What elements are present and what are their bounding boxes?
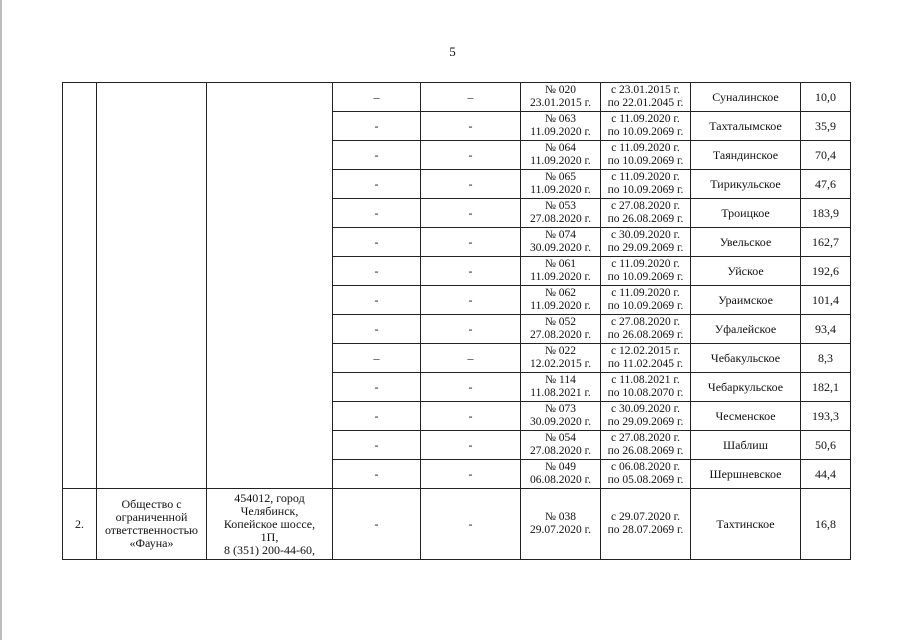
document-cell: [521, 228, 601, 257]
col6-cell: -: [421, 286, 521, 315]
period-to: по 05.08.2069 г.: [607, 474, 684, 486]
period-to: по 10.09.2069 г.: [607, 271, 684, 283]
entry-number: 2.: [63, 489, 97, 560]
area-size-cell: 16,8: [801, 489, 851, 560]
period-cell: [601, 228, 691, 257]
doc-date: 11.08.2021 г.: [530, 387, 591, 399]
period-from: с 11.08.2021 г.: [611, 374, 680, 386]
period-cell: [601, 402, 691, 431]
col6-cell: -: [421, 402, 521, 431]
doc-date: 06.08.2020 г.: [530, 474, 591, 486]
area-size-cell: 193,3: [801, 402, 851, 431]
document-cell: [521, 315, 601, 344]
area-size-cell: 182,1: [801, 373, 851, 402]
doc-number: № 061: [544, 258, 577, 270]
organization-cell: [97, 83, 207, 489]
period-to: по 10.09.2069 г.: [607, 126, 684, 138]
document-cell: [521, 83, 601, 112]
org-line: «Фауна»: [129, 536, 174, 550]
register-table: [62, 82, 851, 560]
entry-number-cell: [63, 83, 97, 489]
period-from: с 11.09.2020 г.: [611, 113, 680, 125]
area-size-cell: 47,6: [801, 170, 851, 199]
period-to: по 10.09.2069 г.: [607, 184, 684, 196]
period-from: с 11.09.2020 г.: [611, 287, 680, 299]
period-from: с 12.02.2015 г.: [611, 345, 680, 357]
area-name-cell: Троицкое: [691, 199, 801, 228]
doc-number: № 052: [544, 316, 577, 328]
addr-line: 8 (351) 200-44-60,: [224, 542, 315, 557]
period-to: по 26.08.2069 г.: [607, 329, 684, 341]
area-name-cell: Чесменское: [691, 402, 801, 431]
area-size-cell: 192,6: [801, 257, 851, 286]
period-from: с 29.07.2020 г.: [611, 511, 680, 523]
register-body: [63, 83, 851, 560]
document-cell: [521, 344, 601, 373]
document-cell: [521, 112, 601, 141]
document-cell: [521, 489, 601, 560]
org-line: Общество с: [121, 497, 182, 511]
area-size-cell: 35,9: [801, 112, 851, 141]
period-to: по 11.02.2045 г.: [607, 358, 684, 370]
doc-date: 27.08.2020 г.: [530, 213, 591, 225]
period-from: с 11.09.2020 г.: [611, 142, 680, 154]
area-name-cell: Чебаркульское: [691, 373, 801, 402]
doc-number: № 074: [544, 229, 577, 241]
doc-number: № 053: [544, 200, 577, 212]
period-from: с 06.08.2020 г.: [611, 461, 680, 473]
document-cell: [521, 460, 601, 489]
doc-date: 11.09.2020 г.: [530, 184, 591, 196]
doc-number: № 073: [544, 403, 577, 415]
col6-cell: -: [421, 373, 521, 402]
period-cell: [601, 286, 691, 315]
addr-line: 454012, город: [234, 490, 305, 505]
area-name-cell: Увельское: [691, 228, 801, 257]
period-from: с 27.08.2020 г.: [611, 200, 680, 212]
doc-date: 12.02.2015 г.: [530, 358, 591, 370]
doc-date: 29.07.2020 г.: [530, 524, 591, 536]
period-cell: [601, 170, 691, 199]
col5-cell: –: [333, 83, 421, 112]
area-name-cell: Суналинское: [691, 83, 801, 112]
col6-cell: -: [421, 141, 521, 170]
period-cell: [601, 83, 691, 112]
area-name-cell: Тахтинское: [691, 489, 801, 560]
area-name-cell: Таяндинское: [691, 141, 801, 170]
period-cell: [601, 141, 691, 170]
period-cell: [601, 199, 691, 228]
addr-line: Челябинск,: [240, 503, 299, 518]
area-size-cell: 101,4: [801, 286, 851, 315]
period-to: по 10.08.2070 г.: [607, 387, 684, 399]
document-cell: [521, 286, 601, 315]
area-size-cell: 10,0: [801, 83, 851, 112]
period-cell: [601, 257, 691, 286]
addr-line: Копейское шоссе,: [223, 516, 316, 531]
period-cell: [601, 489, 691, 560]
period-from: с 23.01.2015 г.: [611, 84, 680, 96]
page-number: 5: [449, 44, 456, 59]
period-from: с 30.09.2020 г.: [611, 229, 680, 241]
period-cell: [601, 112, 691, 141]
col6-cell: –: [421, 83, 521, 112]
document-cell: [521, 373, 601, 402]
col6-cell: -: [421, 431, 521, 460]
period-cell: [601, 315, 691, 344]
area-size-cell: 162,7: [801, 228, 851, 257]
col6-cell: -: [421, 315, 521, 344]
doc-date: 30.09.2020 г.: [530, 416, 591, 428]
doc-number: № 049: [544, 461, 577, 473]
col5-cell: -: [333, 112, 421, 141]
doc-number: № 020: [544, 84, 577, 96]
col5-cell: -: [333, 431, 421, 460]
period-to: по 26.08.2069 г.: [607, 445, 684, 457]
period-to: по 29.09.2069 г.: [607, 416, 684, 428]
organization-address: [207, 489, 333, 560]
col5-cell: -: [333, 228, 421, 257]
col6-cell: -: [421, 170, 521, 199]
area-name-cell: Шершневское: [691, 460, 801, 489]
organization-name: [97, 489, 207, 560]
period-to: по 10.09.2069 г.: [607, 300, 684, 312]
addr-line: 1П,: [260, 529, 279, 544]
doc-date: 11.09.2020 г.: [530, 155, 591, 167]
area-name-cell: Тирикульское: [691, 170, 801, 199]
area-name-cell: Тахталымское: [691, 112, 801, 141]
col5-cell: -: [333, 373, 421, 402]
period-from: с 11.09.2020 г.: [611, 258, 680, 270]
col5-cell: –: [333, 344, 421, 373]
area-size-cell: 70,4: [801, 141, 851, 170]
col5-cell: -: [333, 257, 421, 286]
col5-cell: -: [333, 402, 421, 431]
doc-number: № 022: [544, 345, 577, 357]
doc-number: № 062: [544, 287, 577, 299]
doc-date: 11.09.2020 г.: [530, 126, 591, 138]
doc-number: № 038: [544, 511, 577, 523]
document-cell: [521, 170, 601, 199]
area-name-cell: Шаблиш: [691, 431, 801, 460]
document-cell: [521, 257, 601, 286]
period-to: по 10.09.2069 г.: [607, 155, 684, 167]
doc-date: 27.08.2020 г.: [530, 329, 591, 341]
period-cell: [601, 431, 691, 460]
document-cell: [521, 141, 601, 170]
period-to: по 28.07.2069 г.: [607, 524, 684, 536]
period-from: с 30.09.2020 г.: [611, 403, 680, 415]
period-to: по 22.01.2045 г.: [607, 97, 684, 109]
area-size-cell: 183,9: [801, 199, 851, 228]
period-from: с 11.09.2020 г.: [611, 171, 680, 183]
col6-cell: –: [421, 344, 521, 373]
table-row-entry-2: [63, 489, 851, 560]
col6-cell: -: [421, 460, 521, 489]
area-size-cell: 93,4: [801, 315, 851, 344]
doc-date: 23.01.2015 г.: [530, 97, 591, 109]
period-from: с 27.08.2020 г.: [611, 316, 680, 328]
col5-cell: -: [333, 460, 421, 489]
col5-cell: -: [333, 141, 421, 170]
area-size-cell: 44,4: [801, 460, 851, 489]
col5-cell: -: [333, 199, 421, 228]
doc-number: № 065: [544, 171, 577, 183]
col5-cell: -: [333, 170, 421, 199]
doc-number: № 054: [544, 432, 577, 444]
col6-cell: -: [421, 489, 521, 560]
area-name-cell: Уйское: [691, 257, 801, 286]
period-to: по 26.08.2069 г.: [607, 213, 684, 225]
col6-cell: -: [421, 228, 521, 257]
table-row: [63, 83, 851, 112]
org-line: ответственностью: [104, 523, 199, 537]
document-cell: [521, 402, 601, 431]
area-name-cell: Чебакульское: [691, 344, 801, 373]
area-size-cell: 8,3: [801, 344, 851, 373]
document-cell: [521, 431, 601, 460]
document-cell: [521, 199, 601, 228]
org-line: ограниченной: [115, 510, 188, 524]
doc-number: № 114: [545, 374, 576, 386]
doc-date: 27.08.2020 г.: [530, 445, 591, 457]
period-to: по 29.09.2069 г.: [607, 242, 684, 254]
period-from: с 27.08.2020 г.: [611, 432, 680, 444]
doc-date: 30.09.2020 г.: [530, 242, 591, 254]
period-cell: [601, 460, 691, 489]
col6-cell: -: [421, 199, 521, 228]
page-edge: [0, 0, 2, 640]
doc-number: № 063: [544, 113, 577, 125]
doc-date: 11.09.2020 г.: [530, 271, 591, 283]
col5-cell: -: [333, 315, 421, 344]
col6-cell: -: [421, 112, 521, 141]
area-size-cell: 50,6: [801, 431, 851, 460]
col5-cell: -: [333, 286, 421, 315]
doc-date: 11.09.2020 г.: [530, 300, 591, 312]
doc-number: № 064: [544, 142, 577, 154]
col6-cell: -: [421, 257, 521, 286]
col5-cell: -: [333, 489, 421, 560]
period-cell: [601, 373, 691, 402]
period-cell: [601, 344, 691, 373]
area-name-cell: Ураимское: [691, 286, 801, 315]
address-cell: [207, 83, 333, 489]
area-name-cell: Уфалейское: [691, 315, 801, 344]
